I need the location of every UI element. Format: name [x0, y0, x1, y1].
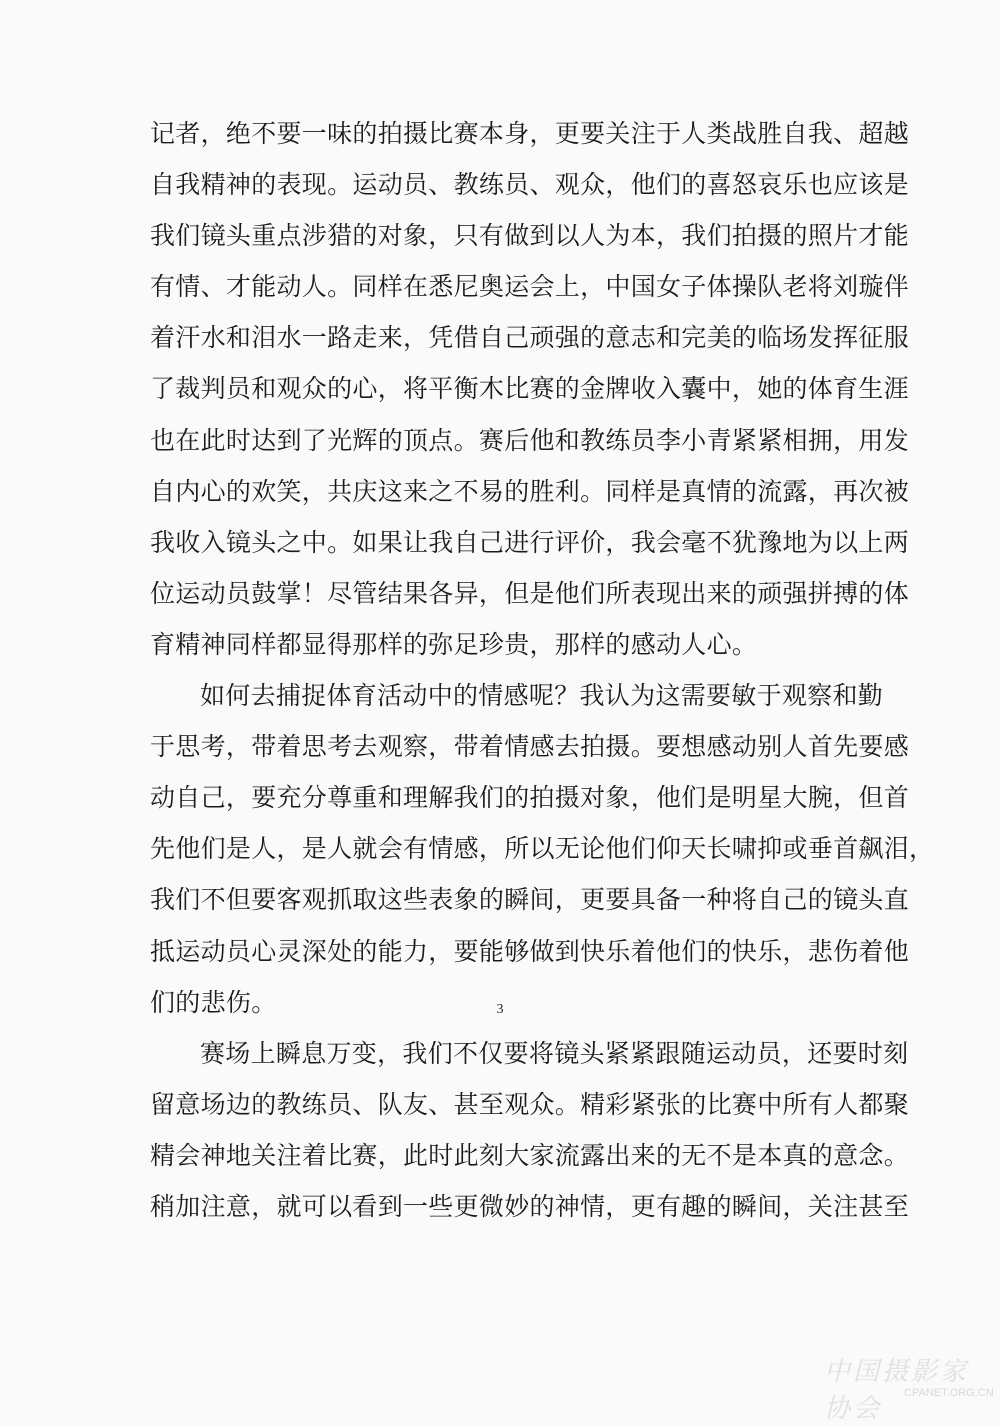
text-line: 留意场边的教练员、队友、甚至观众。精彩紧张的比赛中所有人都聚 — [150, 1089, 910, 1119]
text-line: 动自己，要充分尊重和理解我们的拍摄对象，他们是明星大腕，但首 — [150, 783, 910, 813]
paragraph-start-line: 如何去捕捉体育活动中的情感呢？我认为这需要敏于观察和勤 — [200, 681, 884, 711]
text-line: 也在此时达到了光辉的顶点。赛后他和教练员李小青紧紧相拥，用发 — [150, 425, 910, 455]
watermark-name: 中国摄影家协会 — [824, 1357, 970, 1424]
text-line: 抵运动员心灵深处的能力，要能够做到快乐着他们的快乐，悲伤着他 — [150, 936, 910, 966]
text-line: 精会神地关注着比赛，此时此刻大家流露出来的无不是本真的意念。 — [150, 1140, 910, 1170]
text-line: 我们镜头重点涉猎的对象，只有做到以人为本，我们拍摄的照片才能 — [150, 221, 910, 251]
text-line: 自内心的欢笑，共庆这来之不易的胜利。同样是真情的流露，再次被 — [150, 476, 910, 506]
watermark-url: CPANET.ORG.CN — [904, 1387, 994, 1399]
page-number: 3 — [496, 1002, 504, 1017]
text-line: 着汗水和泪水一路走来，凭借自己顽强的意志和完美的临场发挥征服 — [150, 323, 910, 353]
text-line: 了裁判员和观众的心，将平衡木比赛的金牌收入囊中，她的体育生涯 — [150, 374, 910, 404]
text-line: 我收入镜头之中。如果让我自己进行评价，我会毫不犹豫地为以上两 — [150, 527, 910, 557]
text-line: 于思考，带着思考去观察，带着情感去拍摄。要想感动别人首先要感 — [150, 732, 910, 762]
text-line: 记者，绝不要一味的拍摄比赛本身，更要关注于人类战胜自我、超越 — [150, 119, 910, 148]
text-line: 位运动员鼓掌！尽管结果各异，但是他们所表现出来的顽强拼搏的体 — [150, 578, 910, 608]
text-line: 稍加注意，就可以看到一些更微妙的神情，更有趣的瞬间，关注甚至 — [150, 1191, 910, 1221]
body-text — [150, 108, 935, 1232]
text-line: 我们不但要客观抓取这些表象的瞬间，更要具备一种将自己的镜头直 — [150, 885, 910, 915]
text-line: 有情、才能动人。同样在悉尼奥运会上，中国女子体操队老将刘璇伴 — [150, 272, 910, 302]
text-line: 们的悲伤。 — [150, 987, 277, 1017]
text-line: 自我精神的表现。运动员、教练员、观众，他们的喜怒哀乐也应该是 — [150, 170, 910, 200]
text-line: 育精神同样都显得那样的弥足珍贵，那样的感动人心。 — [150, 629, 758, 659]
text-line: 先他们是人，是人就会有情感，所以无论他们仰天长啸抑或垂首飙泪， — [150, 834, 935, 864]
watermark-logo — [784, 1351, 994, 1424]
paragraph-start-line: 赛场上瞬息万变，我们不仅要将镜头紧紧跟随运动员，还要时刻 — [200, 1038, 909, 1068]
